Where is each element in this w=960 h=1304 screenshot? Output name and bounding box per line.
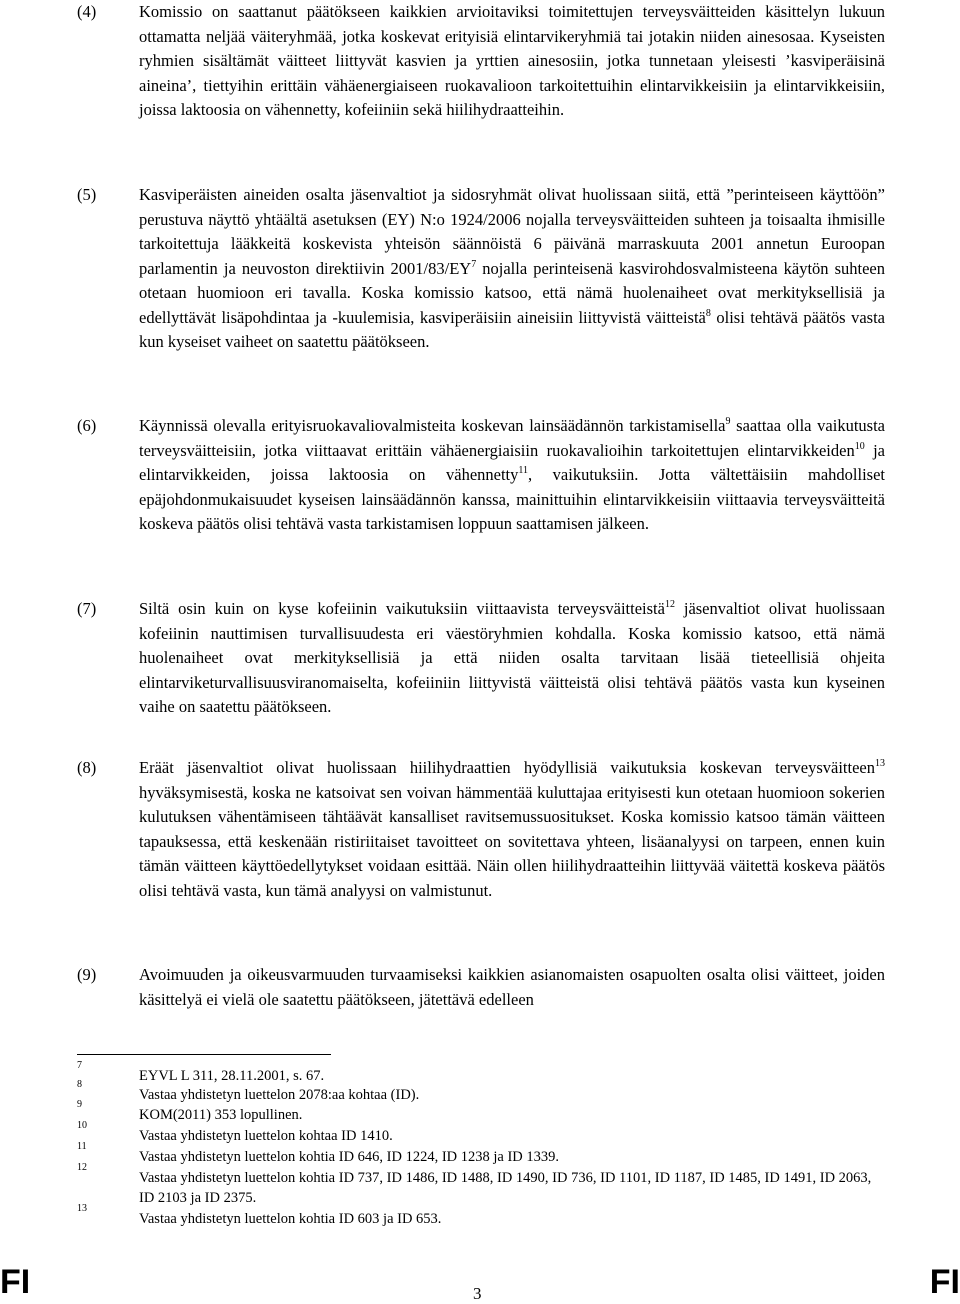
footer-language-right: FI xyxy=(929,1263,960,1301)
footnote-9 xyxy=(77,1099,885,1125)
paragraph-4 xyxy=(77,0,885,123)
footnote-text: KOM(2011) 353 lopullinen. xyxy=(139,1107,303,1123)
paragraph-text: Käynnissä olevalla erityisruokavaliovalmisteita koskevan lainsäädännön tarkistamisella$^9$ saattaa olla vaikutusta terveysväitteisiin, jotka viittaavat erittäin vähäenergiaisiin ruokavalioihin tarkoitettujen elintarvikkeiden$^{10}$ ja elintarvikkeiden, joissa laktoosia on vähennetty$^{11}$, vaikutuksiin. Jotta vältettäisiin mahdolliset epäjohdonmukaisuudet kyseisen lainsäädännön kanssa, mainittuihin elintarvikkeisiin viittaavia terveysväitteitä koskeva päätös olisi tehtävä vasta tarkistamisen loppuun saattamisen jälkeen. xyxy=(139,416,885,533)
footnote-13 xyxy=(77,1203,885,1229)
footnote-number: 11 xyxy=(77,1141,87,1152)
paragraph-number: (9) xyxy=(77,965,97,984)
paragraph-text: Komissio on saattanut päätökseen kaikkien arvioitaviksi toimitettujen terveysväitteiden käsittelyn lukuun ottamatta neljää väiteryhmää, jotka koskevat erityisiä elintarvikeryhmiä tai jotakin niiden ainesosaa. Kyseisten ryhmien sisältämät väitteet liittyvät kasvien ja yrttien ainesosiin, jotka tunnetaan yleisesti ’kasviperäisinä aineina’, tiettyihin erittäin vähäenergiaiseen ruokavalioon tarkoitettuihin elintarvikkeisiin ja elintarvikkeisiin, joissa laktoosia on vähennetty, kofeiiniin sekä hiilihydraatteihin. xyxy=(139,2,885,119)
footnote-number: 9 xyxy=(77,1099,82,1110)
paragraph-number: (8) xyxy=(77,758,97,777)
paragraph-text: Eräät jäsenvaltiot olivat huolissaan hiilihydraattien hyödyllisiä vaikutuksia koskevan terveysväitteen$^{13}$ hyväksymisestä, koska ne katsoivat sen voivan hämmentää kuluttajaa erityisesti kun otetaan huomioon sokerien kulutuksen vähentämiseen tähtäävät kansalliset ravitsemussuositukset. Koska komissio katsoo tämän väitteen tapauksessa, että keskenään ristiriitaiset tavoitteet on sovitettava yhteen, lisäanalyysi on tarpeen, ennen kuin tämän väitteen käyttöedellytykset voidaan esittää. Näin ollen hiilihydraatteihin liittyvää väitettä koskeva päätös olisi tehtävä vasta, kun tämä analyysi on valmistunut. xyxy=(139,758,885,900)
footnote-ref[interactable]: 12 xyxy=(664,599,675,610)
footnote-12 xyxy=(77,1162,885,1208)
footnote-ref[interactable]: 13 xyxy=(875,758,885,769)
footnote-separator xyxy=(77,1054,331,1055)
paragraph-number: (5) xyxy=(77,185,97,204)
footnote-number: 8 xyxy=(77,1079,82,1090)
paragraph-text: Avoimuuden ja oikeusvarmuuden turvaamiseksi kaikkien asianomaisten osapuolten osalta olisi väitteet, joiden käsittelyä ei vielä ole saatettu päätökseen, jätettävä edelleen xyxy=(139,965,885,1009)
footnote-number: 12 xyxy=(77,1162,87,1173)
paragraph-text: Siltä osin kuin on kyse kofeiinin vaikutuksiin viittaavista terveysväitteistä$^{12}$ jäsenvaltiot olivat huolissaan kofeiinin nauttimisen turvallisuudesta eri väestöryhmien kohdalla. Koska komissio katsoo, että nämä huolenaiheet ovat merkityksellisiä ja että niiden osalta tarvitaan lisää tieteellisiä ohjeita elintarviketurvallisuusviranomaiselta, kofeiiniin liittyvistä väitteistä olisi tehtävä päätös vasta kun kyseinen vaihe on saatettu päätökseen. xyxy=(139,599,885,716)
footer-language-left: FI xyxy=(0,1263,31,1301)
footnote-text: EYVL L 311, 28.11.2001, s. 67. xyxy=(139,1068,325,1084)
footnote-ref[interactable]: 10 xyxy=(854,440,865,452)
paragraph-9 xyxy=(77,963,885,1012)
footnote-text: Vastaa yhdistetyn luettelon kohtia ID 603 ja ID 653. xyxy=(139,1211,442,1227)
footnote-10 xyxy=(77,1120,885,1146)
footnote-ref[interactable]: 8 xyxy=(705,307,711,319)
paragraph-text: Kasviperäisten aineiden osalta jäsenvaltiot ja sidosryhmät olivat huolissaan siitä, että ”perinteiseen käyttöön” perustuva näyttö yhtäältä asetuksen (EY) N:o 1924/2006 nojalla terveysväitteiden suhteen ja toisaalta ihmisille tarkoitettuja lääkkeitä koskevista yhteisön säännöistä 6 päivänä marraskuuta 2001 annetun Euroopan parlamentin ja neuvoston direktiivin $2001/83/EY^7$ nojalla perinteisenä kasvirohdosvalmisteena käytön suhteen otetaan huomioon eri tavalla. Koska komissio katsoo, että nämä huolenaiheet ovat merkityksellisiä ja edellyttävät lisäpohdintaa ja -kuulemisia, kasviperäisiin aineisiin liittyvistä väitteistä$^8$ olisi tehtävä päätös vasta kun kyseiset vaiheet on saatettu päätökseen. xyxy=(139,185,885,351)
paragraph-number: (7) xyxy=(77,599,97,618)
footnote-text: Vastaa yhdistetyn luettelon kohtaa ID 1410. xyxy=(139,1128,393,1144)
footnote-8 xyxy=(77,1079,885,1105)
paragraph-number: (4) xyxy=(77,2,97,21)
footnote-11 xyxy=(77,1141,885,1167)
paragraph-6 xyxy=(77,414,885,537)
footnote-ref[interactable]: 7 xyxy=(471,258,477,270)
footnote-ref[interactable]: 11 xyxy=(518,465,529,476)
footnote-ref[interactable]: 9 xyxy=(725,416,731,427)
paragraph-7 xyxy=(77,597,885,720)
footnote-text: Vastaa yhdistetyn luettelon 2078:aa kohtaa (ID). xyxy=(139,1087,420,1103)
paragraph-8 xyxy=(77,756,885,903)
footnote-number: 10 xyxy=(77,1120,87,1131)
footnote-7 xyxy=(77,1060,885,1086)
paragraph-number: (6) xyxy=(77,416,97,435)
footnote-number: 13 xyxy=(77,1203,87,1214)
footnote-number: 7 xyxy=(77,1060,82,1071)
footnote-text: Vastaa yhdistetyn luettelon kohtia ID 737, ID 1486, ID 1488, ID 1490, ID 736, ID 1101, ID 1187, ID 1485, ID 1491, ID 2063, ID 2103 ja ID 2375. xyxy=(139,1170,872,1206)
page-number: 3 xyxy=(473,1284,482,1303)
footnote-text: Vastaa yhdistetyn luettelon kohtia ID 646, ID 1224, ID 1238 ja ID 1339. xyxy=(139,1149,560,1165)
paragraph-5 xyxy=(77,183,885,355)
